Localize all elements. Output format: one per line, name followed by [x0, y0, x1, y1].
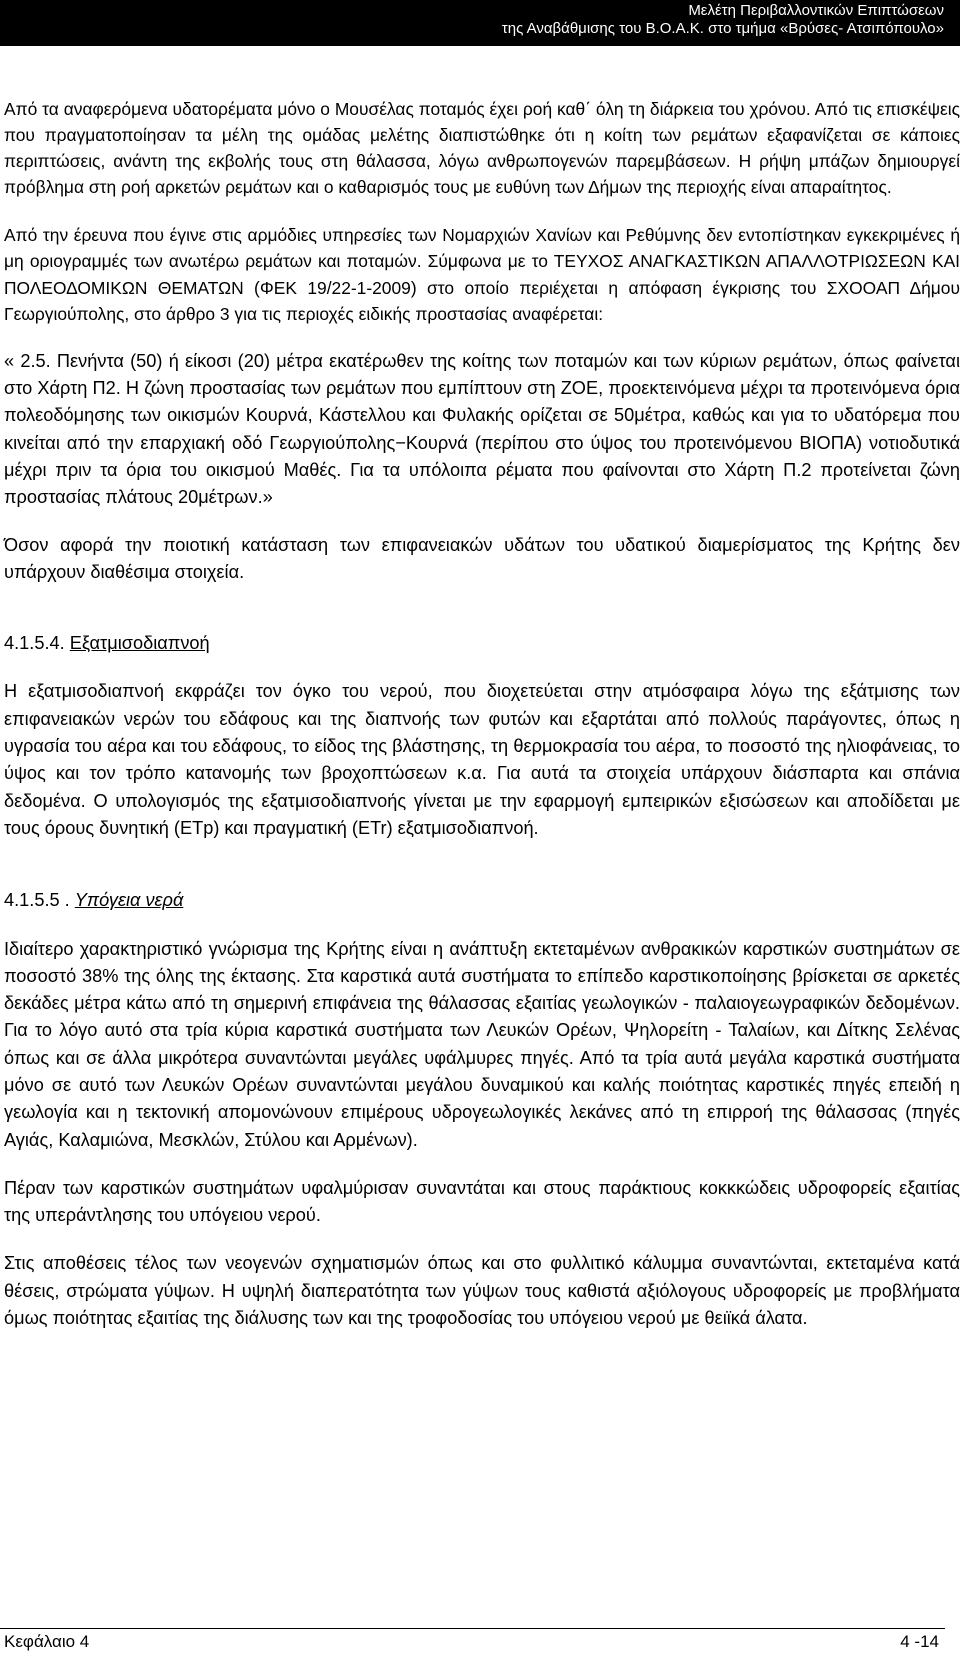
header-title-line-2: της Αναβάθμισης του Β.Ο.Α.Κ. στο τμήμα «Βρύσες- Ατσιπόπουλο»	[501, 20, 944, 37]
document-body	[0, 96, 960, 1332]
paragraph-evapotranspiration: Η εξατμισοδιαπνοή εκφράζει τον όγκο του νερού, που διοχετεύεται στην ατμόσφαιρα λόγω της εξάτμισης των επιφανειακών νερών του εδάφους και της διαπνοής των φυτών και εξαρτάται από πολλούς παράγοντες, όπως η υγρασία του αέρα και του εδάφους, το είδος της βλάστησης, τη θερμοκρασία του αέρα, το ποσοστό της ηλιοφάνειας, το ύψος και τον τρόπο κατανομής των βροχοπτώσεων κ.α. Για αυτά τα στοιχεία υπάρχουν διάσπαρτα και σπάνια δεδομένα. Ο υπολογισμός της εξατμισοδιαπνοής γίνεται με την εφαρμογή εμπειρικών εξισώσεων και αποδίδεται με τους όρους δυνητική (ETp) και πραγματική (ETr) εξατμισοδιαπνοή.	[4, 681, 960, 838]
footer-divider	[0, 1628, 945, 1629]
paragraph-karst-systems: Ιδιαίτερο χαρακτηριστικό γνώρισμα της Κρήτης είναι η ανάπτυξη εκτεταμένων ανθρακικών καρστικών συστημάτων σε ποσοστό 38% της όλης της έκτασης. Στα καρστικά αυτά συστήματα το επίπεδο καρστικοποίησης βρίσκεται σε αρκετές δεκάδες μέτρα κάτω από τη σημερινή επιφάνεια της θάλασσας εξαιτίας γεωλογικών - παλαιογεωγραφικών δεδομένων. Για το λόγο αυτό στα τρία κύρια καρστικά συστήματα των Λευκών Ορέων, Ψηλορείτη - Ταλαίων, και Δίτκης Σελένας όπως και σε άλλα μικρότερα συναντώνται μεγάλες υφάλμυρες πηγές. Από τα τρία αυτά μεγάλα καρστικά συστήματα μόνο σε αυτό των Λευκών Ορέων συναντώνται μεγάλου δυναμικού και καλής ποιότητας καρστικές πηγές επειδή η γεωλογία και η τεκτονική απομονώνουν επιμέρους υδρογεωλογικές λεκάνες από τη επιρροή της θάλασσας (πηγές Αγιάς, Καλαμιώνα, Μεσκλών, Στύλου και Αρμένων).	[4, 938, 960, 1150]
section-number: 4.1.5.5 .	[4, 890, 70, 911]
footer-chapter: Κεφάλαιο 4	[4, 1632, 90, 1651]
section-number: 4.1.5.4.	[4, 633, 65, 654]
header-title-line-1: Μελέτη Περιβαλλοντικών Επιπτώσεων	[688, 2, 944, 19]
paragraph-protection-zones-quote: « 2.5. Πενήντα (50) ή είκοσι (20) μέτρα εκατέρωθεν της κοίτης των ποταμών και των κύριων ρεμάτων, όπως φαίνεται στο Χάρτη Π2. Η ζώνη προστασίας των ρεμάτων που εμπίπτουν στη ΖΟΕ, προεκτεινόμενα μέχρι τα προτεινόμενα όρια πολεοδόμησης των οικισμών Κουρνά, Κάστελλου και Φυλακής ορίζεται σε 50μέτρα, καθώς και για το υδατόρεμα που κινείται από την επαρχιακή οδό Γεωργιούπολης−Κουρνά (περίπου στο ύψος του προτεινόμενου ΒΙΟΠΑ) νοτιοδυτικά μέχρι πριν τα όρια του οικισμού Μαθές. Για τα υπόλοιπα ρέματα που φαίνονται στο Χάρτη Π.2 προτείνεται ζώνη προστασίας πλάτους 20μέτρων.»	[4, 350, 960, 508]
footer-page-number: 4 -14	[900, 1632, 939, 1651]
section-title: Υπόγεια νερά	[74, 890, 184, 911]
paragraph-river-flow: Από τα αναφερόμενα υδατορέματα μόνο ο Μουσέλας ποταμός έχει ροή καθ΄ όλη τη διάρκεια του χρόνου. Από τις επισκέψεις που πραγματοποίησαν τα μέλη της ομάδας μελέτης διαπιστώθηκε ότι η κοίτη των ρεμάτων εξαφανίζεται σε κάποιες περιπτώσεις, ανάντη της εκβολής τους στη θάλασσα, λόγω ανθρωπογενών παρεμβάσεων. Η ρήψη μπάζων δημιουργεί πρόβλημα στη ροή αρκετών ρεμάτων και ο καθαρισμός τους με ευθύνη των Δήμων της περιοχής είναι απαραίτητος.	[4, 99, 960, 198]
section-title: Εξατμισοδιαπνοή	[69, 633, 210, 654]
paragraph-gypsum: Στις αποθέσεις τέλος των νεογενών σχηματισμών όπως και στο φυλλιτικό κάλυμμα συναντώνται, εκτεταμένα κατά θέσεις, στρώματα γύψων. Η υψηλή διαπερατότητα των γύψων τους καθιστά αξιόλογους υδροφορείς με προβλήματα όμως ποιότητας εξαιτίας της διάλυσης των και της τροφοδοσίας του υπόγειου νερού με θειϊκά άλατα.	[4, 1253, 960, 1329]
section-heading-groundwater	[4, 887, 960, 914]
paragraph-coastal-aquifers: Πέραν των καρστικών συστημάτων υφαλμύρισαν συναντάται και στους παράκτιους κοκκκώδεις υδροφορείς εξαιτίας της υπεράντλησης του υπόγειου νερού.	[4, 1177, 960, 1226]
page-footer	[4, 1631, 939, 1653]
page-header	[0, 0, 960, 46]
paragraph-boundary-lines: Από την έρευνα που έγινε στις αρμόδιες υπηρεσίες των Νομαρχιών Χανίων και Ρεθύμνης δεν εντοπίστηκαν εγκεκριμένες ή μη οριογραμμές των ανωτέρω ρεμάτων και ποταμών. Σύμφωνα με το ΤΕΥΧΟΣ ΑΝΑΓΚΑΣΤΙΚΩΝ ΑΠΑΛΛΟΤΡΙΩΣΕΩΝ ΚΑΙ ΠΟΛΕΟΔΟΜΙΚΩΝ ΘΕΜΑΤΩΝ (ΦΕΚ 19/22-1-2009) στο οποίο περιέχεται η απόφαση έγκρισης του ΣΧΟΟΑΠ Δήμου Γεωργιούπολης, στο άρθρο 3 για τις περιοχές ειδικής προστασίας αναφέρεται:	[4, 225, 960, 324]
paragraph-water-quality: Όσον αφορά την ποιοτική κατάσταση των επιφανειακών υδάτων του υδατικού διαμερίσματος της Κρήτης δεν υπάρχουν διαθέσιμα στοιχεία.	[4, 534, 960, 582]
section-heading-evapotranspiration	[4, 630, 960, 657]
